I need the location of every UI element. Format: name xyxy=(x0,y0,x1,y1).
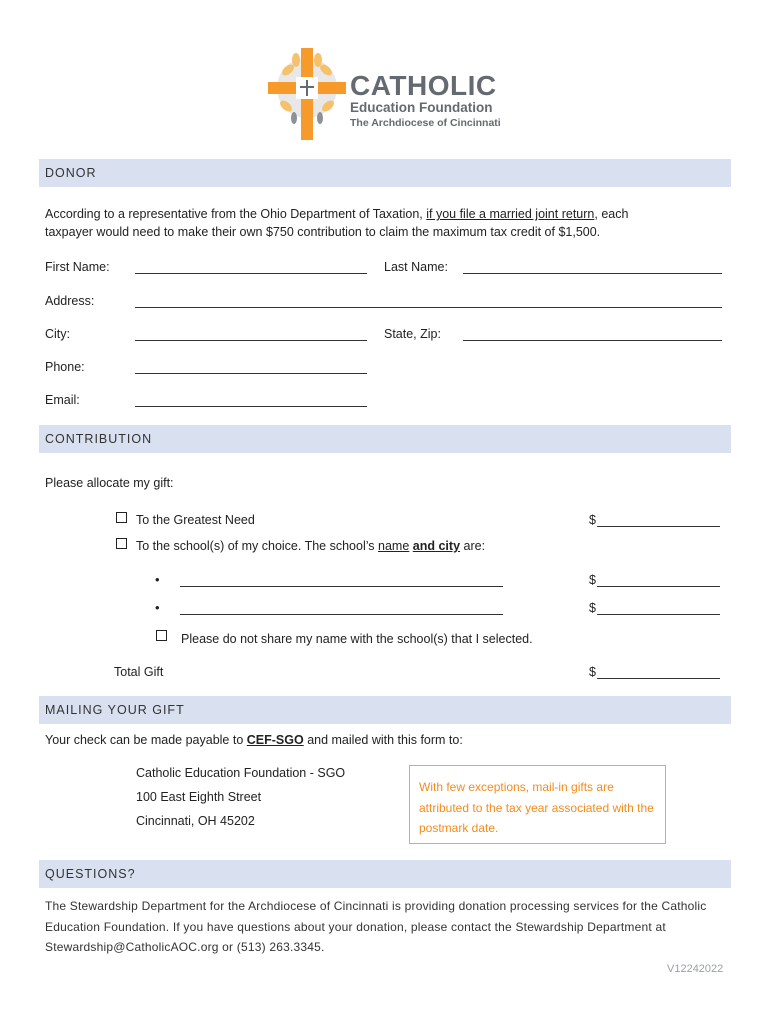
address-field[interactable] xyxy=(135,307,722,308)
last-name-field[interactable] xyxy=(463,273,722,274)
questions-text: The Stewardship Department for the Archdiocese of Cincinnati is providing donation processing services for the Catholic Education Foundation. If you have questions about your donation, please contact the Stewardship Department at Stewardship@CatholicAOC.org or (513) 263.3345. xyxy=(45,899,707,954)
school-1-dollar: $ xyxy=(589,573,596,587)
mailing-address-line-1: Catholic Education Foundation - SGO xyxy=(136,766,346,780)
greatest-need-label: To the Greatest Need xyxy=(136,513,255,527)
mailing-address-line-3: Cincinnati, OH 45202 xyxy=(136,814,255,828)
payable-name: CEF-SGO xyxy=(246,733,304,747)
payable-text-start: Your check can be made payable to xyxy=(45,733,247,747)
state-zip-label: State, Zip: xyxy=(384,327,441,341)
choice-and-city-underlined: and city xyxy=(412,539,461,553)
cross-emblem-icon xyxy=(266,46,348,141)
payable-text-end: and mailed with this form to: xyxy=(303,733,463,747)
phone-field[interactable] xyxy=(135,373,367,374)
intro-text: According to a representative from the Ohio Department of Taxation, xyxy=(45,207,427,221)
intro-text-end: , each xyxy=(594,207,629,221)
no-share-checkbox[interactable] xyxy=(156,630,167,641)
city-label: City: xyxy=(45,327,70,341)
logo xyxy=(266,46,506,141)
school-choice-label xyxy=(136,539,485,553)
school-1-amount-field[interactable] xyxy=(597,586,720,587)
allocate-label: Please allocate my gift: xyxy=(45,476,174,490)
donor-section-header: DONOR xyxy=(39,159,731,187)
city-field[interactable] xyxy=(135,340,367,341)
greatest-need-dollar: $ xyxy=(589,513,596,527)
questions-section-header: QUESTIONS? xyxy=(39,860,731,888)
payable-text xyxy=(45,733,463,747)
donor-intro-line-1 xyxy=(45,207,628,221)
email-label: Email: xyxy=(45,393,80,407)
last-name-label: Last Name: xyxy=(384,260,448,274)
email-field[interactable] xyxy=(135,406,367,407)
state-zip-field[interactable] xyxy=(463,340,722,341)
logo-line-2: Education Foundation xyxy=(350,100,493,115)
school-1-field[interactable] xyxy=(180,586,503,587)
total-gift-amount-field[interactable] xyxy=(597,678,720,679)
total-gift-label: Total Gift xyxy=(114,665,164,679)
intro-underlined-text: if you file a married joint return xyxy=(426,207,595,221)
address-label: Address: xyxy=(45,294,95,308)
no-share-label: Please do not share my name with the school(s) that I selected. xyxy=(181,632,533,646)
school-2-bullet: • xyxy=(155,600,160,615)
greatest-need-amount-field[interactable] xyxy=(597,526,720,527)
school-2-field[interactable] xyxy=(180,614,503,615)
logo-line-3: The Archdiocese of Cincinnati xyxy=(350,117,501,129)
school-choice-checkbox[interactable] xyxy=(116,538,127,549)
choice-name-underlined: name xyxy=(378,539,410,553)
first-name-label: First Name: xyxy=(45,260,110,274)
school-2-amount-field[interactable] xyxy=(597,614,720,615)
contribution-section-header: CONTRIBUTION xyxy=(39,425,731,453)
donor-intro-line-2: taxpayer would need to make their own $750 contribution to claim the maximum tax credit of $1,500. xyxy=(45,225,601,239)
phone-label: Phone: xyxy=(45,360,85,374)
mailing-section-header: MAILING YOUR GIFT xyxy=(39,696,731,724)
greatest-need-checkbox[interactable] xyxy=(116,512,127,523)
total-gift-dollar: $ xyxy=(589,665,596,679)
choice-text: To the school(s) of my choice. The school’s xyxy=(136,539,379,553)
postmark-note-text: With few exceptions, mail-in gifts are attributed to the tax year associated with the postmark date. xyxy=(419,780,654,835)
mailing-address-line-2: 100 East Eighth Street xyxy=(136,790,262,804)
choice-text-end: are: xyxy=(460,539,486,553)
school-1-bullet: • xyxy=(155,572,160,587)
first-name-field[interactable] xyxy=(135,273,367,274)
school-2-dollar: $ xyxy=(589,601,596,615)
version-label: V12242022 xyxy=(667,963,724,975)
logo-word: CATHOLIC xyxy=(350,70,497,101)
